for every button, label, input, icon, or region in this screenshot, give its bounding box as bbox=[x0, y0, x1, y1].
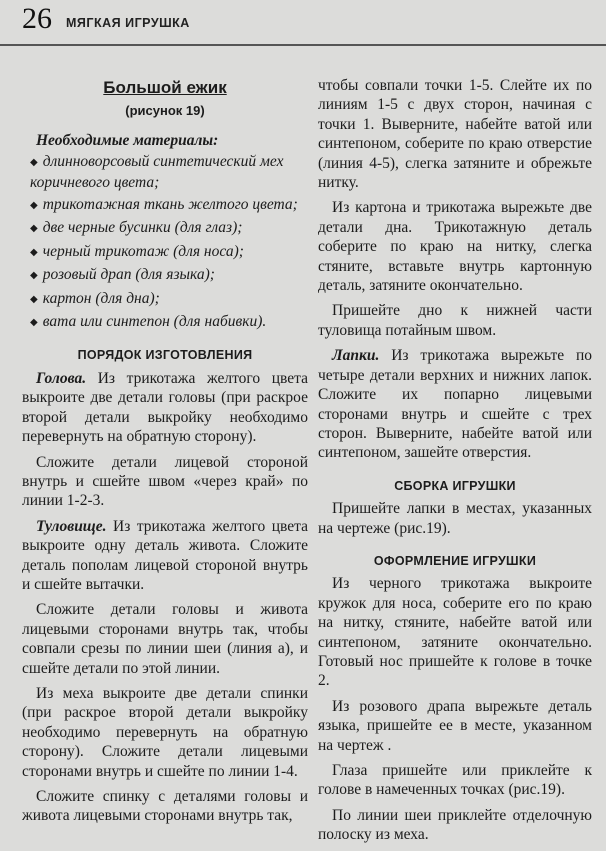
decoration-heading: ОФОРМЛЕНИЕ ИГРУШКИ bbox=[373, 553, 537, 568]
figure-reference: (рисунок 19) bbox=[125, 103, 205, 119]
paragraph: Сложите детали головы и живота лицевыми сторонами внутрь так, чтобы совпали срезы по линии шеи (линия а), и сшейте детали по этой линии. bbox=[22, 601, 308, 677]
diamond-bullet-icon: ◆ bbox=[30, 200, 38, 212]
paragraph: Из картона и трикотажа вырежьте две детали дна. Трикотажную деталь соберите по краю на нитку, слегка стяните, вставьте внутрь картонную деталь, затяните окончательно. bbox=[318, 199, 592, 295]
head-lead: Голова. bbox=[36, 369, 87, 387]
list-item: ◆ розовый драп (для языка); bbox=[30, 266, 215, 284]
paragraph: Из черного трикотажа выкроите кружок для носа, соберите его по краю на нитку, стяните, набейте ватой или синтепоном, затяните окончательно. Готовый нос пришейте к голове в точке 2. bbox=[318, 575, 592, 690]
materials-heading: Необходимые материалы: bbox=[36, 131, 219, 149]
list-item: ◆ картон (для дна); bbox=[30, 289, 160, 307]
order-heading: ПОРЯДОК ИЗГОТОВЛЕНИЯ bbox=[77, 348, 253, 363]
diamond-bullet-icon: ◆ bbox=[30, 157, 38, 169]
page-number: 26 bbox=[22, 2, 52, 35]
diamond-bullet-icon: ◆ bbox=[30, 293, 38, 305]
list-item: ◆ трикотажная ткань желтого цвета; bbox=[30, 196, 298, 214]
diamond-bullet-icon: ◆ bbox=[30, 317, 38, 329]
paws-lead: Лапки. bbox=[332, 347, 380, 365]
article-title: Большой ежик bbox=[103, 78, 227, 97]
paragraph: Пришейте дно к нижней части туловища потайным швом. bbox=[318, 302, 592, 339]
paragraph: По линии шеи приклейте отделочную полоску из меха. bbox=[318, 806, 592, 844]
right-column bbox=[318, 76, 592, 851]
paragraph: Пришейте лапки в местах, указанных на чертеже (рис.19). bbox=[318, 500, 592, 537]
paragraph-torso: Туловище. Из трикотажа желтого цвета выкроите одну деталь живота. Сложите деталь пополам лицевой стороной внутрь и сшейте вытачки. bbox=[22, 517, 308, 593]
page-header bbox=[0, 0, 606, 46]
paragraph-head: Голова. Из трикотажа желтого цвета выкроите две детали головы (при раскрое второй детали выкройку необходимо перевернуть на обратную сторону). bbox=[22, 369, 309, 446]
list-item: ◆ две черные бусинки (для глаз); bbox=[30, 219, 243, 237]
paragraph: чтобы совпали точки 1-5. Слейте их по линиям 1-5 с двух сторон, начиная с точки 1. Выверните, набейте ватой или синтепоном, соберите по краю отверстие (линия 4-5), слегка затяните и обрежьте нитку. bbox=[318, 77, 592, 192]
diamond-bullet-icon: ◆ bbox=[30, 246, 38, 258]
paragraph: Сложите спинку с деталями головы и живота лицевыми сторонами внутрь так, bbox=[22, 788, 308, 825]
list-item: ◆ длинноворсовый синтетический мех коричневого цвета; bbox=[30, 153, 284, 191]
list-item: ◆ вата или синтепон (для набивки). bbox=[30, 313, 267, 331]
paragraph: Из розового драпа вырежьте деталь языка, пришейте ее в месте, указанном на чертеж . bbox=[318, 697, 592, 754]
paragraph: Из меха выкроите две детали спинки (при раскрое второй детали выкройку необходимо перевернуть на обратную сторону). Сложите детали лицевыми сторонами внутрь и сшейте по линии 1-4. bbox=[22, 684, 308, 780]
materials-list bbox=[22, 152, 308, 332]
left-column bbox=[22, 74, 308, 832]
paragraph-paws: Лапки. Из трикотажа вырежьте по четыре детали верхних и нижних лапок. Сложите их попарно лицевыми сторонами внутрь и сшейте с трех сторон. Выверните, набейте ватой или синтепоном, зашейте отверстия. bbox=[318, 347, 593, 462]
paragraph: Глаза пришейте или приклейте к голове в намеченных точках (рис.19). bbox=[318, 762, 592, 799]
list-item: ◆ черный трикотаж (для носа); bbox=[30, 242, 244, 260]
diamond-bullet-icon: ◆ bbox=[30, 270, 38, 282]
assembly-heading: СБОРКА ИГРУШКИ bbox=[394, 478, 516, 493]
diamond-bullet-icon: ◆ bbox=[30, 223, 38, 235]
torso-lead: Туловище. bbox=[36, 517, 107, 535]
running-title: МЯГКАЯ ИГРУШКА bbox=[66, 16, 190, 30]
paragraph: Сложите детали лицевой стороной внутрь и сшейте швом «через край» по линии 1-2-3. bbox=[22, 453, 308, 510]
